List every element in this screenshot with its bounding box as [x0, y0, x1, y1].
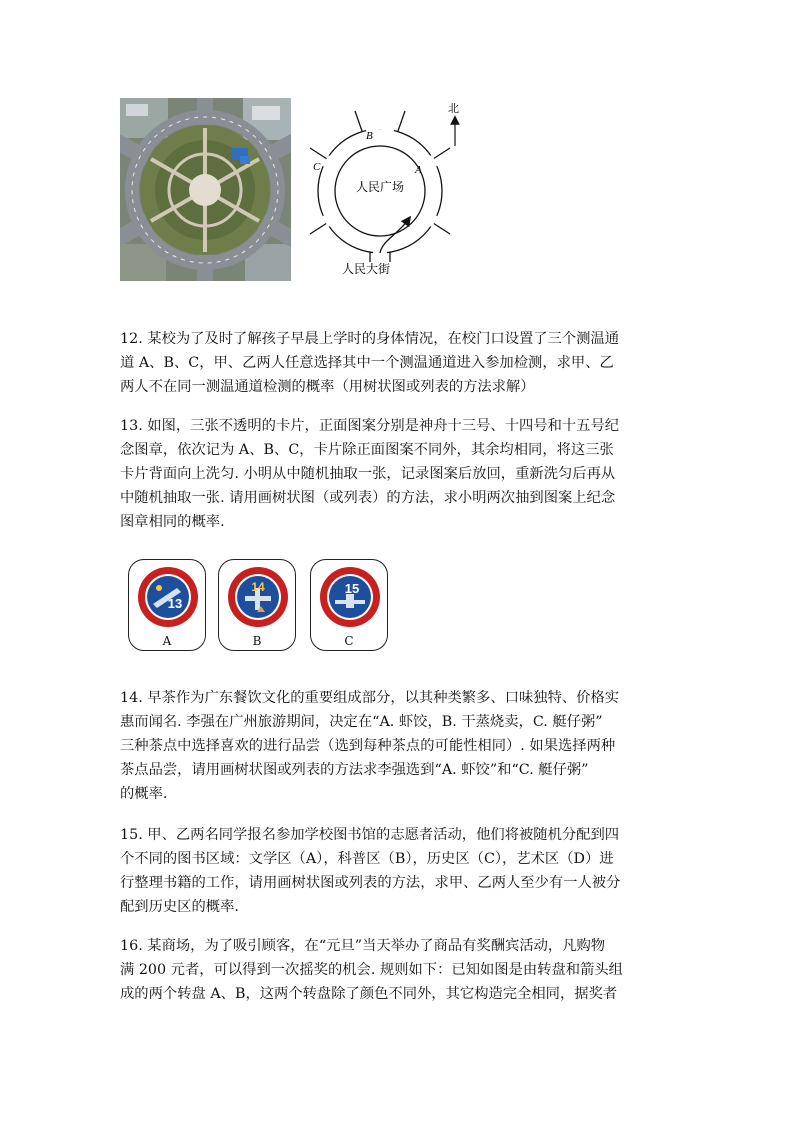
card-number: 15 [344, 581, 360, 596]
question-line: 个不同的图书区域：文学区（A），科普区（B），历史区（C），艺术区（D）进 [120, 851, 614, 867]
north-label: 北 [448, 102, 459, 115]
question-line: 的概率. [120, 786, 168, 802]
card-label: C [344, 634, 354, 648]
shenzhou-15-seal-icon [319, 566, 381, 628]
question-line: 14. 早茶作为广东餐饮文化的重要组成部分，以其种类繁多、口味独特、价格实 [120, 690, 620, 706]
card-a [128, 559, 206, 651]
question-line: 图章相同的概率. [120, 514, 225, 530]
card-c [310, 559, 388, 651]
question-12 [120, 327, 680, 399]
question-14 [120, 686, 680, 806]
card-number: 13 [167, 596, 183, 611]
question-line: 中随机抽取一张. 请用画树状图（或列表）的方法，求小明两次抽到图案上纪念 [120, 490, 616, 506]
question-line: 成的两个转盘 A、B，这两个转盘除了颜色不同外，其它构造完全相同，据奖者 [120, 986, 618, 1002]
shenzhou-14-seal-icon [227, 566, 289, 628]
question-line: 道 A、B、C，甲、乙两人任意选择其中一个测温通道进入参加检测，求甲、乙 [120, 355, 614, 371]
street-label: 人民大街 [341, 262, 391, 276]
question-line: 两人不在同一测温通道检测的概率（用树状图或列表的方法求解） [120, 379, 535, 395]
card-label: B [252, 634, 262, 648]
question-line: 念图章，依次记为 A、B、C，卡片除正面图案不同外，其余均相同，将这三张 [120, 442, 614, 458]
plaza-label: 人民广场 [355, 180, 405, 194]
question-line: 15. 甲、乙两名同学报名参加学校图书馆的志愿者活动，他们将被随机分配到四 [120, 827, 620, 843]
question-line: 12. 某校为了及时了解孩子早晨上学时的身体情况，在校门口设置了三个测温通 [120, 331, 620, 347]
question-15 [120, 823, 680, 919]
exit-label-a: A [415, 164, 422, 176]
question-line: 卡片背面向上洗匀. 小明从中随机抽取一张，记录图案后放回，重新洗匀后再从 [120, 466, 616, 482]
question-line: 配到历史区的概率. [120, 899, 239, 915]
question-line: 13. 如图，三张不透明的卡片，正面图案分别是神舟十三号、十四号和十五号纪 [120, 418, 620, 434]
question-16 [120, 934, 680, 1006]
card-label: A [162, 634, 172, 648]
shenzhou-13-seal-icon [137, 566, 199, 628]
cards-figure [128, 559, 398, 654]
question-line: 满 200 元者，可以得到一次摇奖的机会. 规则如下：已知如图是由转盘和箭头组 [120, 962, 623, 978]
exit-label-b: B [366, 130, 373, 142]
question-line: 行整理书籍的工作，请用画树状图或列表的方法，求甲、乙两人至少有一人被分 [120, 875, 621, 891]
card-number: 14 [251, 580, 265, 594]
question-line: 惠而闻名. 李强在广州旅游期间，决定在“A. 虾饺，B. 干蒸烧卖，C. 艇仔粥” [120, 714, 603, 730]
question-line: 三种茶点中选择喜欢的进行品尝（选到每种茶点的可能性相同）. 如果选择两种 [120, 738, 616, 754]
question-line: 茶点品尝，请用画树状图或列表的方法求李强选到“A. 虾饺”和“C. 艇仔粥” [120, 762, 589, 778]
aerial-photo [120, 98, 291, 281]
roundabout-diagram [300, 96, 480, 281]
question-line: 16. 某商场，为了吸引顾客，在“元旦”当天举办了商品有奖酬宾活动，凡购物 [120, 938, 606, 954]
exit-label-c: C [313, 161, 321, 173]
question-13 [120, 414, 680, 534]
card-b [218, 559, 296, 651]
